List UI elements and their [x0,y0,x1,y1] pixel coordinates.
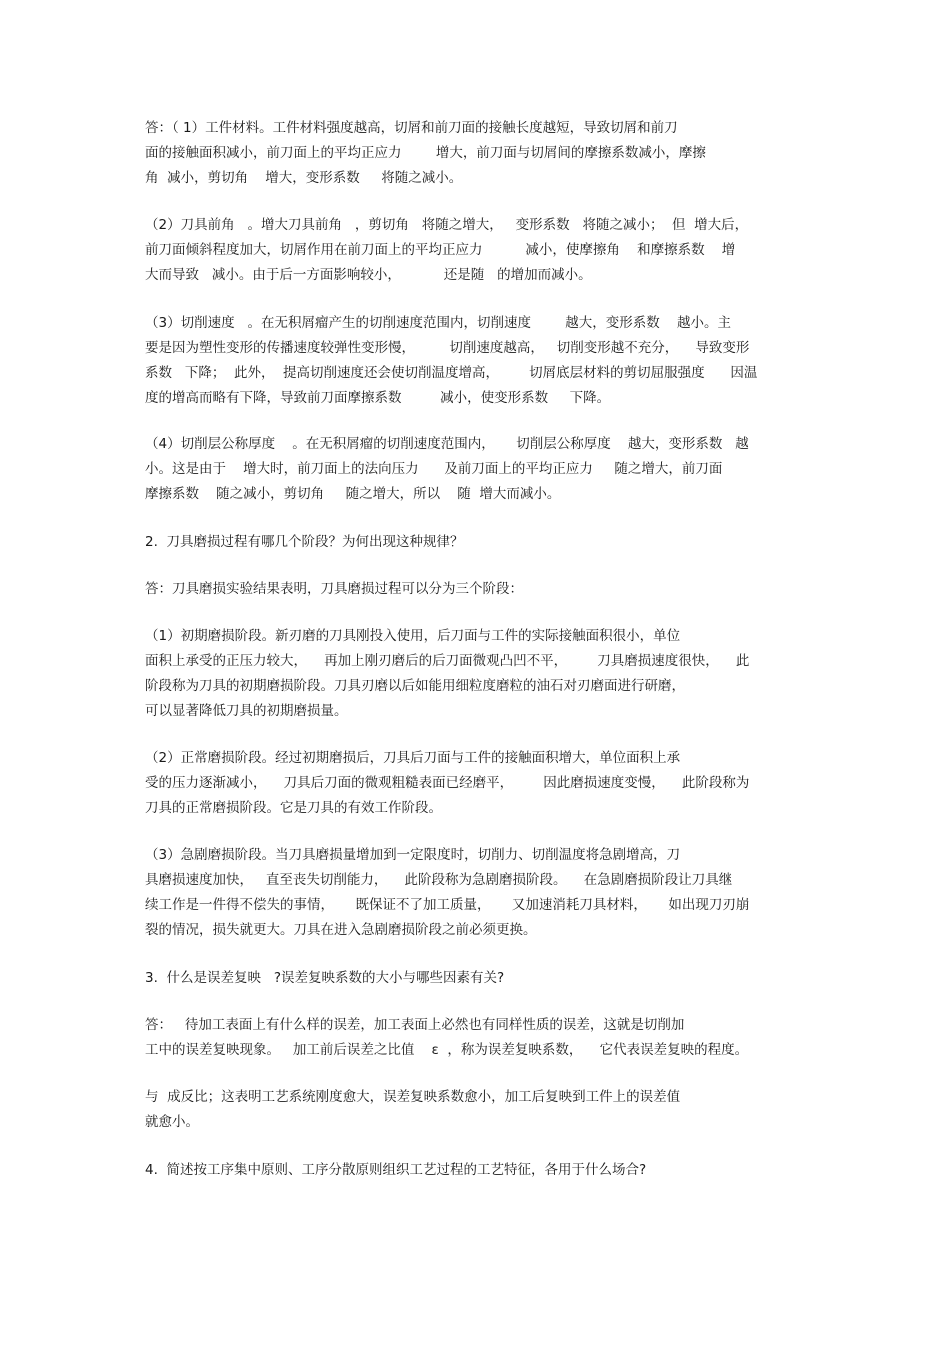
text-line: 系数 下降； 此外， 提高切削速度还会使切削温度增高， 切屑底层材料的剪切屈服强度 因温 [145,365,758,381]
answer-1-paragraph-thickness [145,432,815,507]
text-line: 答：（ 1）工件材料。工件材料强度越高，切屑和前刀面的接触长度越短，导致切屑和前刀 [145,120,678,136]
text-line: 具磨损速度加快， 直至丧失切削能力， 此阶段称为急剧磨损阶段。 在急剧磨损阶段让刀具继 [145,872,733,888]
text-line: （1）初期磨损阶段。新刃磨的刀具刚投入使用，后刀面与工件的实际接触面积很小，单位 [145,628,681,644]
question-3-heading [145,966,815,991]
answer-2-paragraph-normal-wear [145,746,815,821]
text-line: （2）正常磨损阶段。经过初期磨损后，刀具后刀面与工件的接触面积增大，单位面积上承 [145,750,681,766]
text-line: 刀具的正常磨损阶段。它是刀具的有效工作阶段。 [145,800,442,816]
text-line: 工中的误差复映现象。 加工前后误差之比值 ε ，称为误差复映系数， 它代表误差复映的程度。 [145,1042,749,1058]
text-line: 2. 刀具磨损过程有哪几个阶段？为何出现这种规律？ [145,534,464,550]
text-line: （3）切削速度 。在无积屑瘤产生的切削速度范围内，切削速度 越大，变形系数 越小。主 [145,315,731,331]
text-line: （2）刀具前角 。增大刀具前角 ，剪切角 将随之增大， 变形系数 将随之减小； 但 增大后， [145,217,749,233]
text-line: 面的接触面积减小，前刀面上的平均正应力 增大，前刀面与切屑间的摩擦系数减小，摩擦 [145,145,706,161]
text-line: 3. 什么是误差复映 ?误差复映系数的大小与哪些因素有关? [145,970,505,986]
text-line: 度的增高而略有下降，导致前刀面摩擦系数 减小，使变形系数 下降。 [145,390,611,406]
text-line: 大而导致 减小。由于后一方面影响较小， 还是随 的增加而减小。 [145,267,592,283]
text-line: 答：刀具磨损实验结果表明，刀具磨损过程可以分为三个阶段： [145,581,523,597]
answer-1-paragraph-cutting-speed [145,311,815,411]
answer-2-paragraph-rapid-wear [145,843,815,943]
answer-3-paragraph [145,1013,815,1063]
answer-3-paragraph-continued [145,1085,815,1135]
text-line: 小。这是由于 增大时，前刀面上的法向压力 及前刀面上的平均正应力 随之增大，前刀面 [145,461,723,477]
text-line: 就愈小。 [145,1114,199,1130]
text-line: 裂的情况，损失就更大。刀具在进入急剧磨损阶段之前必须更换。 [145,922,537,938]
answer-2-paragraph-initial-wear [145,624,815,724]
text-line: 角 减小，剪切角 增大，变形系数 将随之减小。 [145,170,463,186]
question-4-heading [145,1158,815,1183]
text-line: 受的压力逐渐减小， 刀具后刀面的微观粗糙表面已经磨平， 因此磨损速度变慢， 此阶段称为 [145,775,750,791]
text-line: 面积上承受的正压力较大， 再加上刚刃磨后的后刀面微观凸凹不平， 刀具磨损速度很快， 此 [145,653,750,669]
text-line: 续工作是一件得不偿失的事情， 既保证不了加工质量， 又加速消耗刀具材料， 如出现刀刃崩 [145,897,750,913]
question-2-heading [145,530,815,555]
text-line: 4. 简述按工序集中原则、工序分散原则组织工艺过程的工艺特征，各用于什么场合? [145,1162,647,1178]
text-line: 可以显著降低刀具的初期磨损量。 [145,703,348,719]
answer-1-paragraph-rake-angle [145,213,815,288]
text-line: （3）急剧磨损阶段。当刀具磨损量增加到一定限度时，切削力、切削温度将急剧增高，刀 [145,847,681,863]
text-line: 答： 待加工表面上有什么样的误差，加工表面上必然也有同样性质的误差，这就是切削加 [145,1017,685,1033]
answer-1-paragraph-material [145,116,815,191]
text-line: （4）切削层公称厚度 。在无积屑瘤的切削速度范围内， 切削层公称厚度 越大，变形系数 越 [145,436,749,452]
answer-2-intro [145,577,815,602]
text-line: 要是因为塑性变形的传播速度较弹性变形慢， 切削速度越高， 切削变形越不充分， 导致变形 [145,340,750,356]
text-line: 与 成反比；这表明工艺系统刚度愈大，误差复映系数愈小，加工后复映到工件上的误差值 [145,1089,681,1105]
text-line: 摩擦系数 随之减小，剪切角 随之增大，所以 随 增大而减小。 [145,486,561,502]
text-line: 前刀面倾斜程度加大，切屑作用在前刀面上的平均正应力 减小，使摩擦角 和摩擦系数 增 [145,242,736,258]
text-line: 阶段称为刀具的初期磨损阶段。刀具刃磨以后如能用细粒度磨粒的油石对刃磨面进行研磨， [145,678,685,694]
